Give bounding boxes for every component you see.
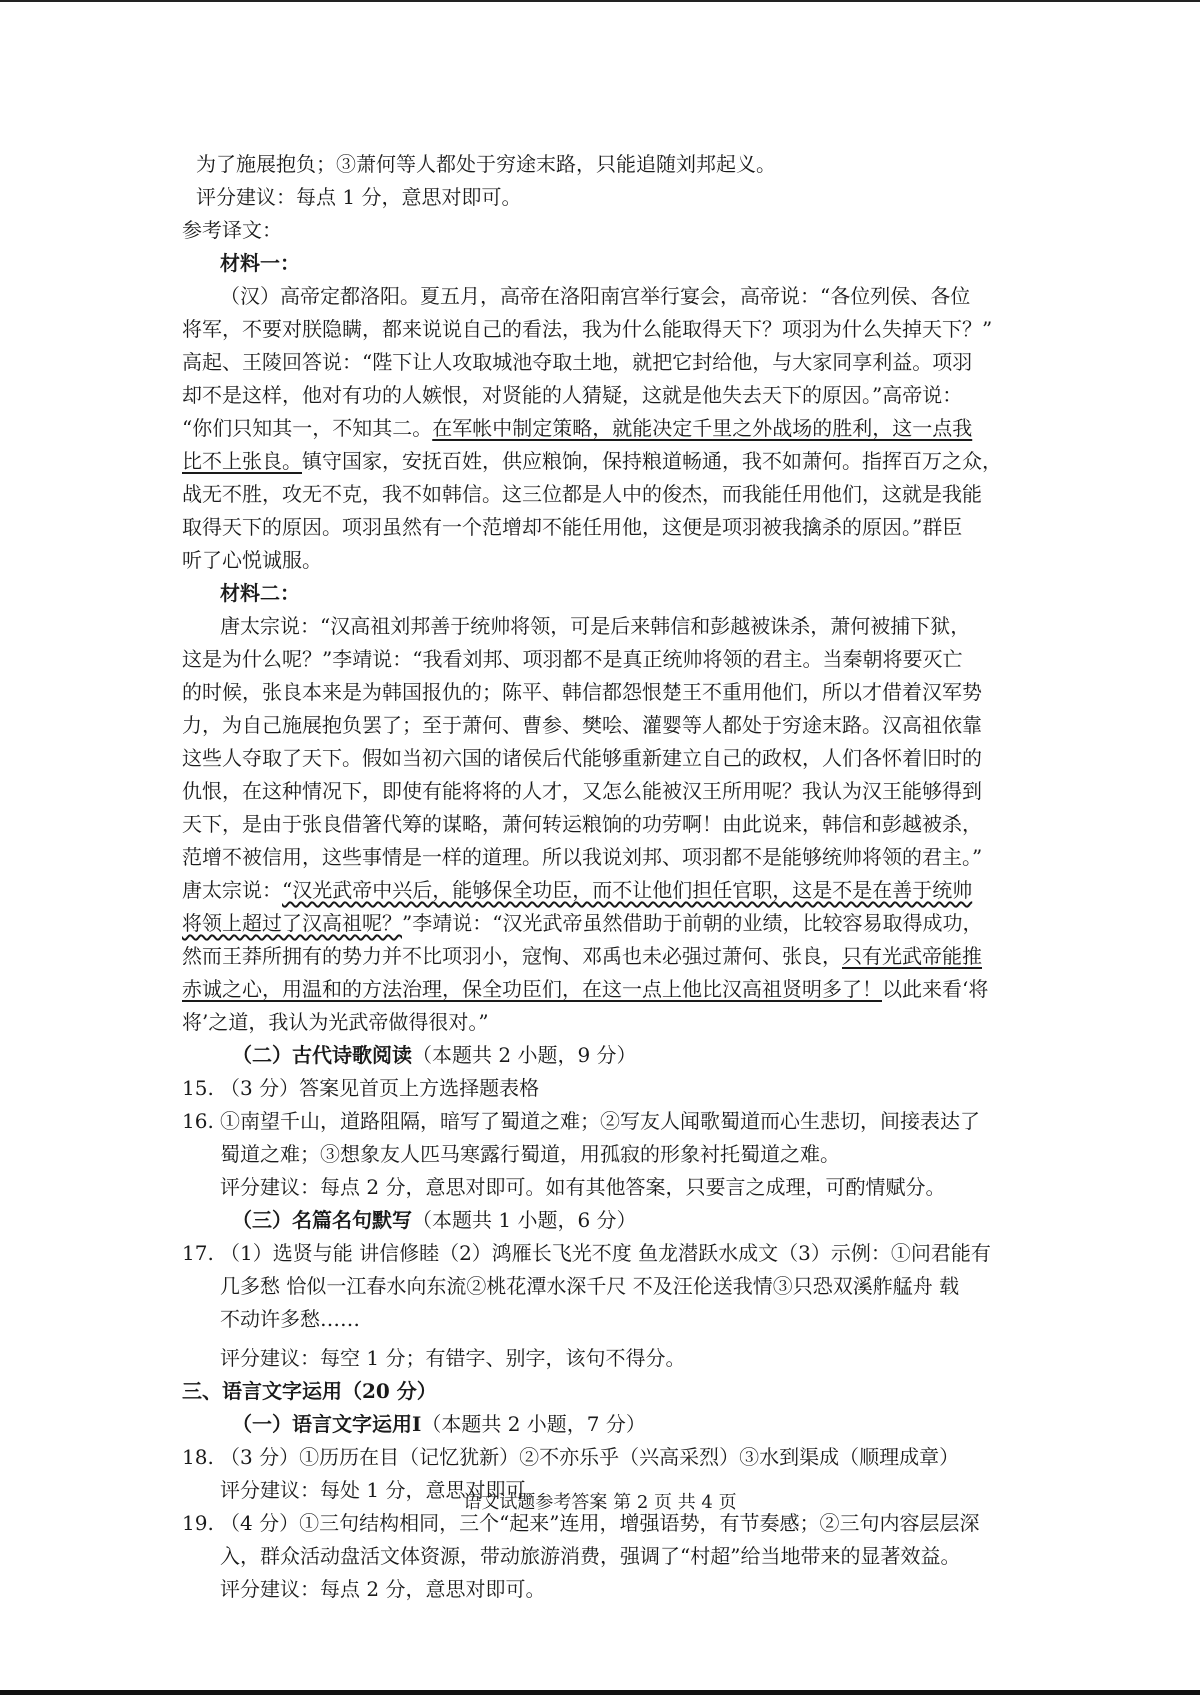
score-note: 评分建议：每空 1 分；有错字、别字，该句不得分。 — [220, 1346, 686, 1370]
text-segment: 然而王莽所拥有的势力并不比项羽小，寇恂、邓禹也未必强过萧何、张良， — [182, 944, 842, 968]
answer-page-body — [182, 148, 1042, 1606]
answer-text: （4 分）①三句结构相同，三个“起来”连用，增强语势，有节奏感；②三句内容层层深 — [220, 1511, 980, 1535]
question-16 — [182, 1105, 1042, 1204]
wavy-underlined-text: “汉光武帝中兴后，能够保全功臣，而不让他们担任官职，这是不是在善于统帅 — [282, 878, 973, 902]
score-note: 评分建议：每点 1 分，意思对即可。 — [196, 185, 522, 209]
answer-block — [220, 1237, 991, 1375]
text-line: 天下，是由于张良借箸代筹的谋略，萧何转运粮饷的功劳啊！由此说来，韩信和彭越被杀， — [182, 812, 982, 836]
underlined-text: 只有光武帝能推 — [842, 944, 982, 968]
score-note: 评分建议：每点 2 分，意思对即可。 — [220, 1577, 546, 1601]
section-heading-note: （本题共 1 小题，6 分） — [412, 1208, 637, 1232]
underlined-text: 在军帐中制定策略，就能决定千里之外战场的胜利，这一点我 — [432, 416, 973, 440]
question-number: 18. — [182, 1445, 214, 1469]
text-line: 高起、王陵回答说：“陛下让人攻取城池夺取土地，就把它封给他，与大家同享利益。项羽 — [182, 350, 973, 374]
question-number: 15. — [182, 1076, 214, 1100]
answer-text: 几多愁 恰似一江春水向东流②桃花潭水深千尺 不及汪伦送我情③只恐双溪舴艋舟 载 — [220, 1274, 960, 1298]
text-segment: 镇守国家，安抚百姓，供应粮饷，保持粮道畅通，我不如萧何。指挥百万之众， — [302, 449, 1002, 473]
section-heading-bold: （一）语言文字运用Ⅰ — [232, 1412, 422, 1436]
text-line: 将军，不要对朕隐瞒，都来说说自己的看法，我为什么能取得天下？项羽为什么失掉天下？” — [182, 317, 993, 341]
text-line: 力，为自己施展抱负罢了；至于萧何、曹参、樊哙、灌婴等人都处于穷途末路。汉高祖依靠 — [182, 713, 982, 737]
answer-text: 蜀道之难；③想象友人匹马寒露行蜀道，用孤寂的形象衬托蜀道之难。 — [220, 1142, 840, 1166]
section-heading-note: （本题共 2 小题，7 分） — [421, 1412, 646, 1436]
answer-text: （3 分）①历历在目（记忆犹新）②不亦乐乎（兴高采烈）③水到渠成（顺理成章） — [220, 1445, 960, 1469]
page-footer: 语文试题参考答案 第 2 页 共 4 页 — [463, 1492, 737, 1513]
answer-text: 入，群众活动盘活文体资源，带动旅游消费，强调了“村超”给当地带来的显著效益。 — [220, 1544, 961, 1568]
text-line: 却不是这样，他对有功的人嫉恨，对贤能的人猜疑，这就是他失去天下的原因。”高帝说： — [182, 383, 963, 407]
text-line: 战无不胜，攻无不克，我不如韩信。这三位都是人中的俊杰，而我能任用他们，这就是我能 — [182, 482, 982, 506]
answer-text: （1）选贤与能 讲信修睦（2）鸿雁长飞光不度 鱼龙潜跃水成文（3）示例：①问君能有 — [220, 1241, 991, 1265]
text-line — [182, 907, 1042, 940]
text-segment: 以此来看‘将 — [882, 977, 989, 1001]
answer-text: 不动许多愁…… — [220, 1307, 360, 1331]
text-line: 唐太宗说：“汉高祖刘邦善于统帅将领，可是后来韩信和彭越被诛杀，萧何被捕下狱， — [220, 614, 971, 638]
text-line: （汉）高帝定都洛阳。夏五月，高帝在洛阳南宫举行宴会，高帝说：“各位列侯、各位 — [220, 284, 971, 308]
question-15 — [182, 1072, 1042, 1105]
material-one-heading: 材料一： — [220, 251, 300, 275]
section-three-heading: 三、语言文字运用（20 分） — [182, 1379, 437, 1403]
top-border — [0, 0, 1200, 2]
text-line — [182, 973, 1042, 1006]
question-number: 16. — [182, 1109, 214, 1133]
question-19 — [182, 1507, 1042, 1606]
text-line — [182, 940, 1042, 973]
question-number: 19. — [182, 1511, 214, 1535]
text-line: 听了心悦诚服。 — [182, 548, 322, 572]
text-line: 将’之道，我认为光武帝做得很对。” — [182, 1010, 489, 1034]
section-heading-poetry — [182, 1039, 1042, 1072]
section-heading-bold: （二）古代诗歌阅读 — [232, 1043, 412, 1067]
question-17 — [182, 1237, 1042, 1375]
section-heading-note: （本题共 2 小题，9 分） — [412, 1043, 637, 1067]
answer-block — [220, 1105, 980, 1204]
underlined-text: 赤诚之心，用温和的方法治理，保全功臣们，在这一点上他比汉高祖贤明多了！ — [182, 977, 882, 1001]
text-line: 这些人夺取了天下。假如当初六国的诸侯后代能够重新建立自己的政权，人们各怀着旧时的 — [182, 746, 982, 770]
wavy-underlined-text: 将领上超过了汉高祖呢？ — [182, 911, 402, 935]
text-line: 为了施展抱负；③萧何等人都处于穷途末路，只能追随刘邦起义。 — [196, 152, 776, 176]
score-note: 评分建议：每点 2 分，意思对即可。如有其他答案，只要言之成理，可酌情赋分。 — [220, 1175, 946, 1199]
text-line — [182, 874, 1042, 907]
text-segment: “你们只知其一，不知其二。 — [182, 416, 433, 440]
underlined-text: 比不上张良。 — [182, 449, 302, 473]
text-line: 的时候，张良本来是为韩国报仇的；陈平、韩信都怨恨楚王不重用他们，所以才借着汉军势 — [182, 680, 982, 704]
text-segment: ”李靖说：“汉光武帝虽然借助于前朝的业绩，比较容易取得成功， — [402, 911, 983, 935]
material-two-heading: 材料二： — [220, 581, 300, 605]
text-segment: 唐太宗说： — [182, 878, 282, 902]
question-number: 17. — [182, 1241, 214, 1265]
text-line — [182, 412, 1042, 445]
bottom-border — [0, 1690, 1200, 1695]
text-line: 取得天下的原因。项羽虽然有一个范增却不能任用他，这便是项羽被我擒杀的原因。”群臣 — [182, 515, 963, 539]
reference-translation-heading: 参考译文： — [182, 218, 282, 242]
text-line: 仇恨，在这种情况下，即使有能将将的人才，又怎么能被汉王所用呢？我认为汉王能够得到 — [182, 779, 982, 803]
section-heading-bold: （三）名篇名句默写 — [232, 1208, 412, 1232]
answer-text: （3 分）答案见首页上方选择题表格 — [220, 1076, 540, 1100]
text-line — [182, 445, 1042, 478]
text-line: 这是为什么呢？”李靖说：“我看刘邦、项羽都不是真正统帅将领的君主。当秦朝将要灭亡 — [182, 647, 963, 671]
section-heading-language — [182, 1408, 1042, 1441]
score-note: 评分建议：每处 1 分，意思对即可。 — [220, 1478, 546, 1502]
answer-text: ①南望千山，道路阻隔，暗写了蜀道之难；②写友人闻歌蜀道而心生悲切，间接表达了 — [220, 1109, 980, 1133]
section-heading-recitation — [182, 1204, 1042, 1237]
text-line: 范增不被信用，这些事情是一样的道理。所以我说刘邦、项羽都不是能够统帅将领的君主。” — [182, 845, 983, 869]
answer-block — [220, 1507, 980, 1606]
